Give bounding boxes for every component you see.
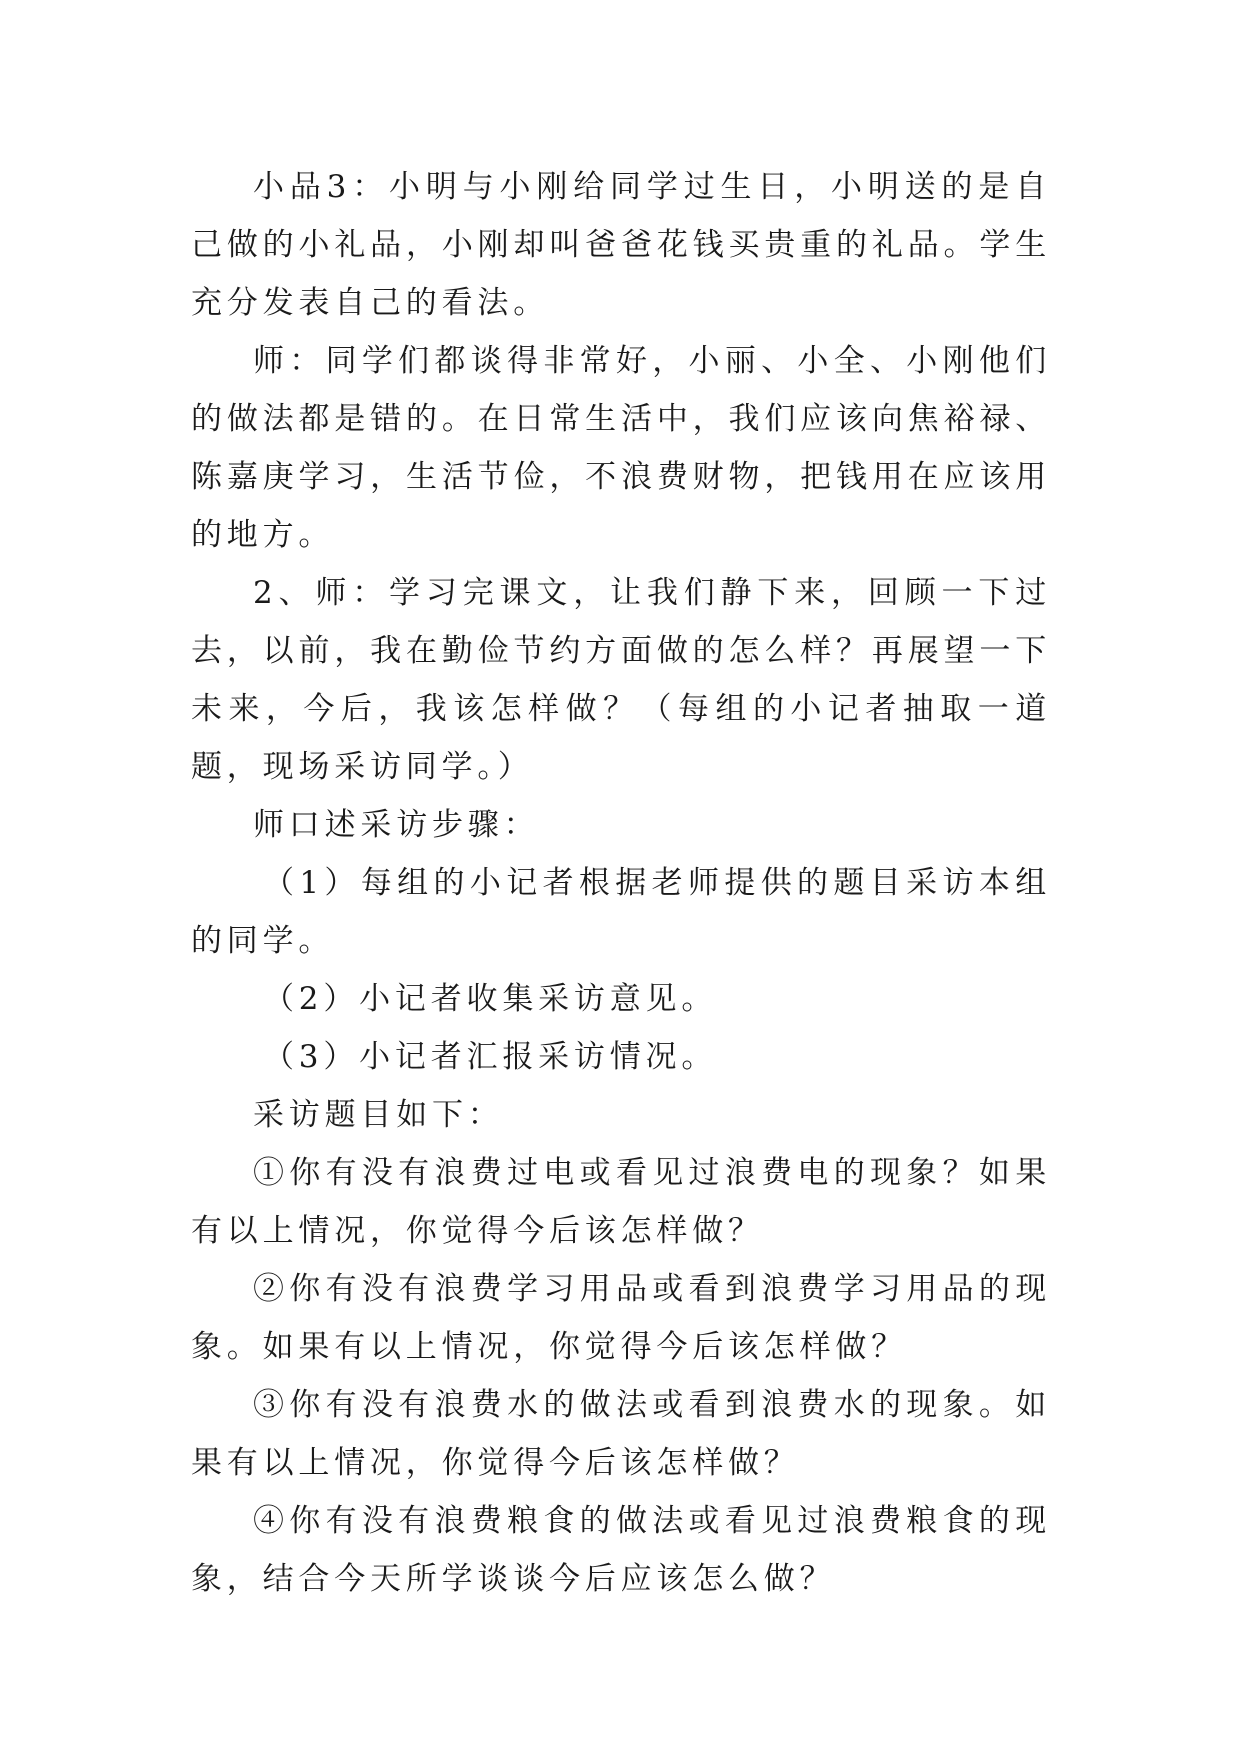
document-body xyxy=(191,158,1051,1608)
paragraph-topic-2: ②你有没有浪费学习用品或看到浪费学习用品的现象。如果有以上情况，你觉得今后该怎样做？ xyxy=(191,1271,1051,1365)
paragraph-step-2: （2）小记者收集采访意见。 xyxy=(263,981,718,1017)
paragraph-teacher-question: 2、师：学习完课文，让我们静下来，回顾一下过去，以前，我在勤俭节约方面做的怎么样？再展望一下未来，今后，我该怎样做？（每组的小记者抽取一道题，现场采访同学。） xyxy=(191,575,1051,785)
paragraph-topic-4: ④你有没有浪费粮食的做法或看见过浪费粮食的现象，结合今天所学谈谈今后应该怎么做？ xyxy=(191,1503,1051,1597)
paragraph-skit-3: 小品3：小明与小刚给同学过生日，小明送的是自己做的小礼品，小刚却叫爸爸花钱买贵重的礼品。学生充分发表自己的看法。 xyxy=(191,169,1051,321)
paragraph-interview-steps-heading: 师口述采访步骤： xyxy=(253,807,540,843)
paragraph-topic-3: ③你有没有浪费水的做法或看到浪费水的现象。如果有以上情况，你觉得今后该怎样做？ xyxy=(191,1387,1051,1481)
paragraph-step-1: （1）每组的小记者根据老师提供的题目采访本组的同学。 xyxy=(191,865,1051,959)
paragraph-topic-1: ①你有没有浪费过电或看见过浪费电的现象？如果有以上情况，你觉得今后该怎样做？ xyxy=(191,1155,1051,1249)
paragraph-teacher-summary: 师：同学们都谈得非常好，小丽、小全、小刚他们的做法都是错的。在日常生活中，我们应该向焦裕禄、陈嘉庚学习，生活节俭，不浪费财物，把钱用在应该用的地方。 xyxy=(191,343,1051,553)
paragraph-topics-heading: 采访题目如下： xyxy=(253,1097,504,1133)
paragraph-step-3: （3）小记者汇报采访情况。 xyxy=(263,1039,718,1075)
